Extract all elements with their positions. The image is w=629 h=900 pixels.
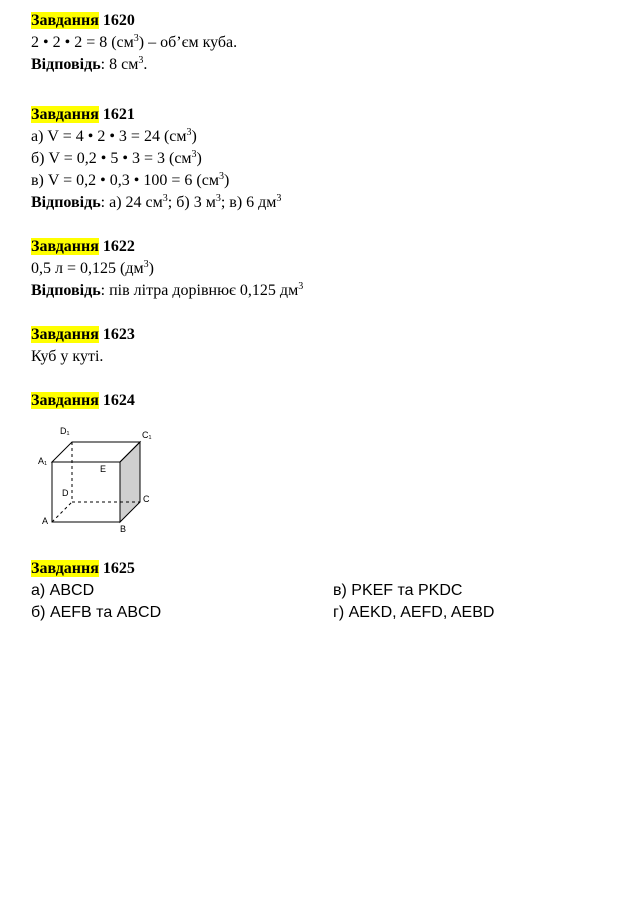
task-1621-line-a [31,126,281,148]
text: ) – об’єм куба. [138,34,238,51]
cube-figure [30,420,160,536]
task-1623-heading [31,324,135,346]
answer-label: Відповідь [31,56,101,73]
task-number: 1624 [102,392,135,409]
cube-shaded-face [120,442,140,522]
task-1625-heading [31,558,135,580]
superscript: 3 [191,149,197,160]
vertex-label-d: D [62,488,69,498]
vertex-label-c1: C₁ [142,430,152,440]
task-1620-answer [31,54,237,76]
superscript: 3 [138,55,144,66]
superscript: 3 [218,171,224,182]
task-1620-heading [31,10,237,32]
superscript: 3 [133,33,139,44]
task-number: 1623 [102,326,135,343]
text: в) V = 0,2 • 0,3 • 100 = 6 (см [31,172,219,189]
task-number: 1620 [102,12,135,29]
task-label: Завдання [31,326,99,343]
superscript: 3 [215,193,221,204]
text: ) [196,150,202,167]
task-number: 1621 [102,106,135,123]
task-1625-item-v: в) PKEF та PKDC [333,582,463,599]
task-1623 [31,324,135,368]
superscript: 3 [186,127,192,138]
task-label: Завдання [31,560,99,577]
task-label: Завдання [31,238,99,255]
task-1621-answer [31,192,281,214]
text: б) V = 0,2 • 5 • 3 = 3 (см [31,150,192,167]
task-1621 [31,104,281,214]
superscript: 3 [298,281,304,292]
task-1622 [31,236,303,302]
vertex-label-a: A [42,516,49,526]
answer-text: : а) 24 см [100,194,163,211]
task-1624 [31,390,135,412]
text: ) [148,260,154,277]
cube-hidden-edge [52,502,72,522]
vertex-label-b: B [120,524,127,534]
answer-label: Відповідь [31,194,101,211]
task-1625-item-g: г) AEKD, AEFD, AEBD [333,604,495,621]
superscript: 3 [276,193,282,204]
task-1620 [31,10,237,76]
answer-text: : пів літра дорівнює 0,125 дм [100,282,299,299]
task-label: Завдання [31,106,99,123]
task-number: 1622 [102,238,135,255]
vertex-label-a1: A₁ [38,456,48,466]
task-1621-line-c [31,170,281,192]
task-1623-line: Куб у куті. [31,348,104,365]
task-1622-line [31,258,303,280]
answer-text: ; в) 6 дм [220,194,277,211]
answer-label: Відповідь [31,282,101,299]
task-1622-answer [31,280,303,302]
task-1625-item-b: б) AEFB та ABCD [31,604,162,621]
text: ) [223,172,230,189]
answer-text: ; б) 3 м [167,194,216,211]
superscript: 3 [162,193,168,204]
answer-text: : 8 см [100,56,139,73]
task-1625-item-a: а) ABCD [31,582,95,599]
text: ) [191,128,197,145]
text: а) V = 4 • 2 • 3 = 24 (см [31,128,187,145]
vertex-label-c: C [143,494,150,504]
superscript: 3 [143,259,149,270]
vertex-label-d1: D₁ [60,426,70,436]
vertex-label-e: E [100,464,107,474]
task-1625 [31,558,135,580]
task-1620-line [31,32,237,54]
task-label: Завдання [31,392,99,409]
task-1622-heading [31,236,303,258]
task-1621-heading [31,104,281,126]
task-1624-heading [31,390,135,412]
task-number: 1625 [102,560,135,577]
task-label: Завдання [31,12,99,29]
text: 2 • 2 • 2 = 8 (см [31,34,134,51]
text: . [143,56,148,73]
text: 0,5 л = 0,125 (дм [31,260,144,277]
task-1621-line-b [31,148,281,170]
